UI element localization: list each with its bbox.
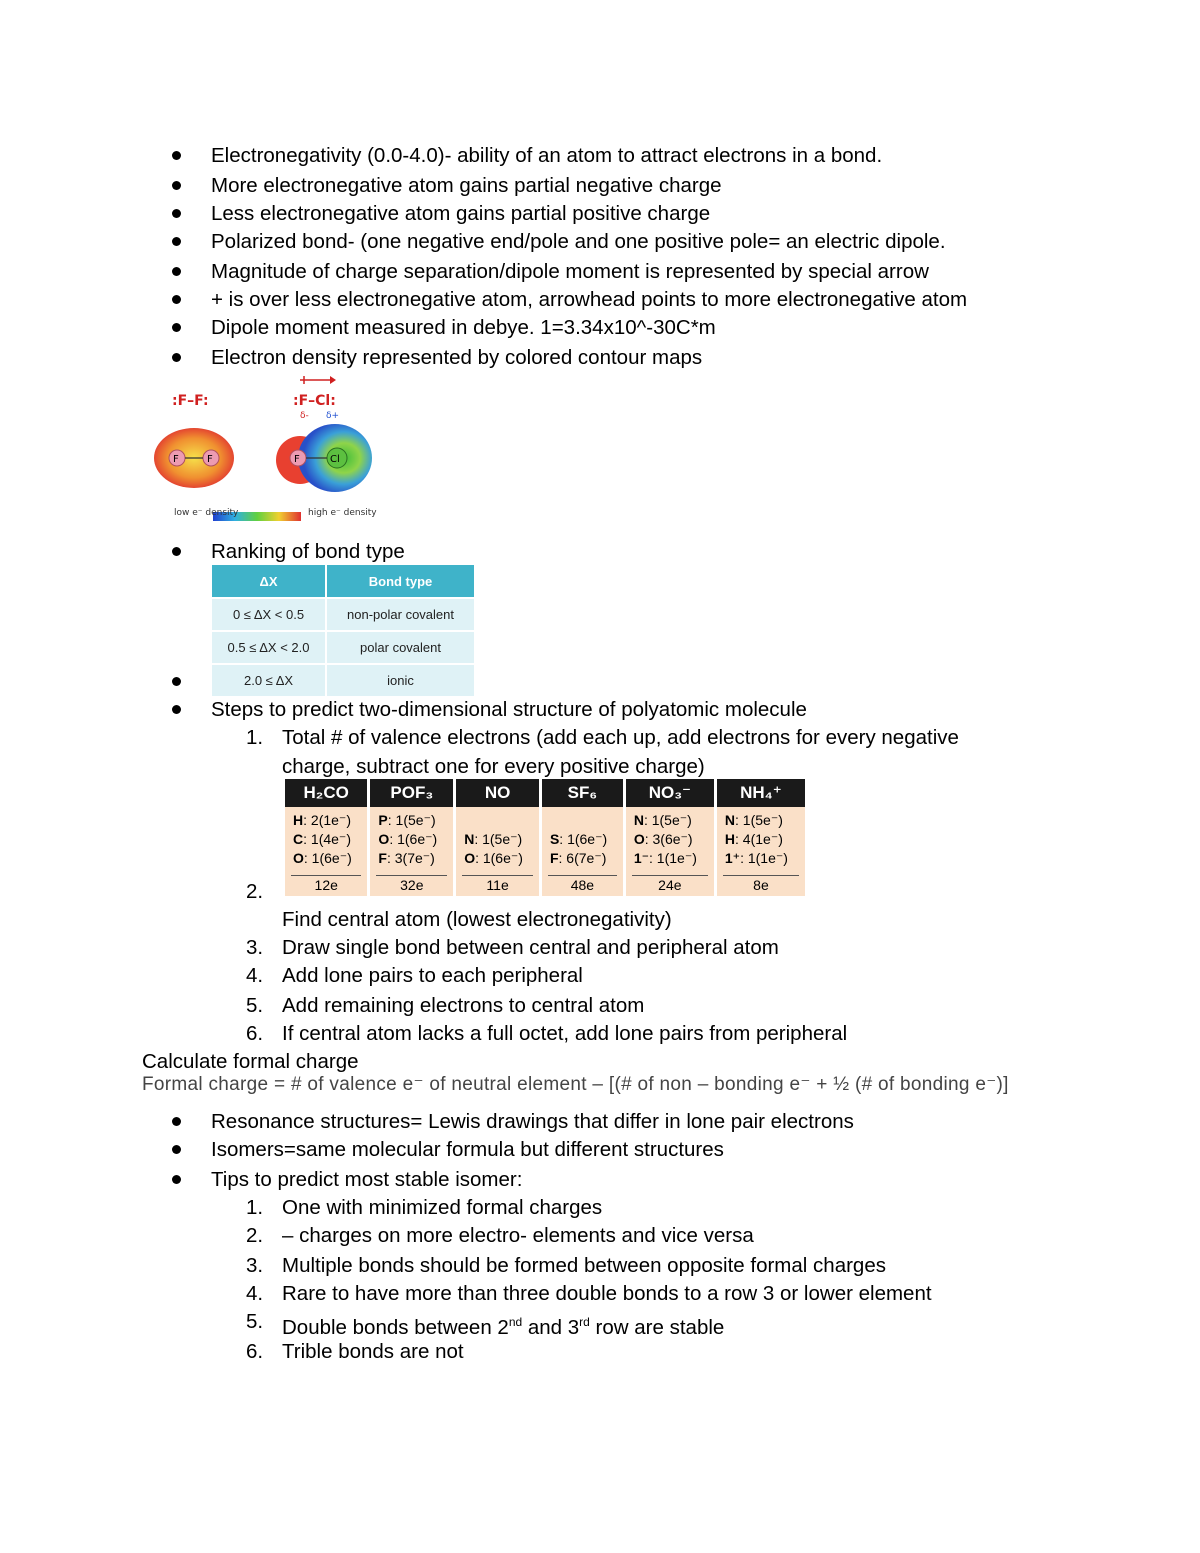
table-row-totals	[285, 871, 807, 896]
element-symbol: P	[378, 812, 388, 828]
step-number: 3.	[246, 936, 264, 959]
table-row	[212, 631, 475, 664]
element-symbol: 1⁻	[633, 850, 650, 866]
table-cell: 0 ≤ ΔX < 0.5	[212, 598, 326, 631]
element-count: : 1(5e⁻)	[735, 812, 783, 828]
atom-label-f: F	[173, 454, 179, 465]
table-header-row	[285, 779, 807, 807]
element-symbol: H	[293, 812, 304, 828]
valence-electron-table	[285, 779, 808, 896]
delta-negative: δ-	[300, 411, 309, 421]
step-5-text: Add remaining electrons to central atom	[282, 994, 645, 1017]
atom-label-f: F	[294, 454, 300, 465]
header-no3: NO₃⁻	[624, 779, 715, 807]
bullet-text: Tips to predict most stable isomer:	[211, 1168, 523, 1191]
bullet-dot	[172, 181, 181, 190]
bullet-dot	[172, 1175, 181, 1184]
element-symbol: O	[633, 831, 645, 847]
bullet-dot	[172, 353, 181, 362]
bullet-text: Isomers=same molecular formula but different structures	[211, 1138, 724, 1161]
table-row	[212, 664, 475, 696]
ranking-label: Ranking of bond type	[211, 540, 405, 563]
tip-text: – charges on more electro- elements and vice versa	[282, 1224, 754, 1247]
element-count: : 1(6e⁻)	[303, 850, 352, 866]
element-symbol: N	[633, 812, 644, 828]
delta-positive: δ+	[326, 411, 340, 421]
bullet-text: Polarized bond- (one negative end/pole and one positive pole= an electric dipole.	[211, 230, 946, 253]
tip-number: 3.	[246, 1254, 264, 1277]
element-count: : 3(6e⁻)	[644, 831, 693, 847]
element-symbol: H	[724, 831, 736, 847]
total-cell: 12e	[285, 871, 369, 896]
low-density-label: low e⁻ density	[174, 508, 239, 518]
bullet-dot	[172, 547, 181, 556]
step-2-text: Find central atom (lowest electronegativity)	[282, 908, 672, 931]
element-count: : 1(5e⁻)	[387, 812, 436, 828]
header-bond-type: Bond type	[326, 565, 475, 598]
header-sf6: SF₆	[540, 779, 624, 807]
element-symbol: S	[549, 831, 560, 847]
step-6-text: If central atom lacks a full octet, add lone pairs from peripheral	[282, 1022, 848, 1045]
element-count: : 1(6e⁻)	[559, 831, 608, 847]
bond-type-table	[212, 565, 476, 696]
tip-text: Rare to have more than three double bonds to a row 3 or lower element	[282, 1282, 932, 1305]
element-symbol: N	[724, 812, 736, 828]
total-cell: 24e	[624, 871, 715, 896]
tip-number: 2.	[246, 1224, 264, 1247]
bullet-dot	[172, 323, 181, 332]
table-row	[285, 807, 807, 871]
bullet-text: + is over less electronegative atom, arrowhead points to more electronegative atom	[211, 288, 968, 311]
table-cell: polar covalent	[326, 631, 475, 664]
element-symbol: O	[378, 831, 390, 847]
element-count: : 3(7e⁻)	[386, 850, 435, 866]
atom-label-cl: Cl	[330, 454, 340, 465]
element-count: : 1(1e⁻)	[740, 850, 788, 866]
element-symbol: F	[549, 850, 559, 866]
step-4-text: Add lone pairs to each peripheral	[282, 964, 583, 987]
element-symbol: O	[464, 850, 476, 866]
bullet-text: Dipole moment measured in debye. 1=3.34x10^-30C*m	[211, 316, 716, 339]
table-header-row	[212, 565, 475, 598]
header-h2co: H₂CO	[285, 779, 369, 807]
element-count: : 6(7e⁻)	[558, 850, 607, 866]
table-cell: non-polar covalent	[326, 598, 475, 631]
step-1-text-cont: charge, subtract one for every positive charge)	[282, 755, 705, 778]
element-count: : 1(6e⁻)	[389, 831, 438, 847]
element-count: : 2(1e⁻)	[303, 812, 351, 828]
formal-charge-heading: Calculate formal charge	[142, 1050, 359, 1073]
tip-number: 4.	[246, 1282, 264, 1305]
tip-number: 6.	[246, 1340, 264, 1363]
tip-number: 1.	[246, 1196, 264, 1219]
tip-text: One with minimized formal charges	[282, 1196, 603, 1219]
step-number: 1.	[246, 726, 264, 749]
step-number: 6.	[246, 1022, 264, 1045]
bullet-text: More electronegative atom gains partial negative charge	[211, 174, 722, 197]
total-cell: 48e	[540, 871, 624, 896]
lewis-ff-label: :F–F:	[172, 393, 209, 409]
element-count: : 1(6e⁻)	[475, 850, 523, 866]
element-symbol: 1⁺	[724, 850, 741, 866]
element-symbol: O	[293, 850, 304, 866]
bullet-dot	[172, 1117, 181, 1126]
atom-label-f: F	[207, 454, 213, 465]
table-cell: ionic	[326, 664, 475, 696]
element-count: : 1(4e⁻)	[303, 831, 351, 847]
bullet-dot	[172, 705, 181, 714]
header-pof3: POF₃	[369, 779, 455, 807]
bullet-dot	[172, 209, 181, 218]
total-cell: 32e	[369, 871, 455, 896]
element-count: : 4(1e⁻)	[735, 831, 783, 847]
tip-text: Multiple bonds should be formed between opposite formal charges	[282, 1254, 886, 1277]
table-cell	[455, 807, 541, 871]
steps-label: Steps to predict two-dimensional structure of polyatomic molecule	[211, 698, 807, 721]
table-cell	[540, 807, 624, 871]
total-cell: 8e	[715, 871, 806, 896]
step-number: 4.	[246, 964, 264, 987]
table-cell: 0.5 ≤ ΔX < 2.0	[212, 631, 326, 664]
step-3-text: Draw single bond between central and peripheral atom	[282, 936, 779, 959]
header-nh4: NH₄⁺	[715, 779, 806, 807]
high-density-label: high e⁻ density	[308, 508, 377, 518]
tip-text: Double bonds between 2nd and 3rd row are stable	[282, 1315, 725, 1339]
arrowhead-icon	[330, 376, 336, 384]
bullet-text: Electron density represented by colored contour maps	[211, 346, 703, 369]
bullet-dot	[172, 1145, 181, 1154]
step-number: 2.	[246, 880, 264, 903]
table-cell	[285, 807, 369, 871]
bullet-text: Less electronegative atom gains partial positive charge	[211, 202, 711, 225]
bullet-text: Magnitude of charge separation/dipole moment is represented by special arrow	[211, 260, 929, 283]
step-number: 5.	[246, 994, 264, 1017]
element-count: : 1(5e⁻)	[643, 812, 692, 828]
bullet-dot	[172, 267, 181, 276]
lewis-fcl-label: :F–Cl:	[293, 393, 336, 409]
header-delta-x: ΔX	[212, 565, 326, 598]
table-cell	[369, 807, 455, 871]
bullet-text: Resonance structures= Lewis drawings that differ in lone pair electrons	[211, 1110, 854, 1133]
bullet-dot-empty	[172, 677, 181, 686]
step-1-text: Total # of valence electrons (add each up, add electrons for every negative	[282, 726, 959, 749]
header-no: NO	[455, 779, 541, 807]
table-cell	[715, 807, 806, 871]
tip-text: Trible bonds are not	[282, 1340, 464, 1363]
element-symbol: C	[293, 831, 304, 847]
bullet-dot	[172, 151, 181, 160]
electron-density-figure	[150, 372, 390, 534]
element-count: : 1(1e⁻)	[649, 850, 697, 866]
table-cell	[624, 807, 715, 871]
formal-charge-formula: Formal charge = # of valence e⁻ of neutral element – [(# of non – bonding e⁻ + ½ (# of bonding e⁻)]	[142, 1074, 1009, 1095]
element-count: : 1(5e⁻)	[474, 831, 523, 847]
element-symbol: N	[464, 831, 475, 847]
total-cell: 11e	[455, 871, 541, 896]
bullet-text: Electronegativity (0.0-4.0)- ability of an atom to attract electrons in a bond.	[211, 144, 883, 167]
bullet-dot	[172, 237, 181, 246]
bullet-dot	[172, 295, 181, 304]
table-cell: 2.0 ≤ ΔX	[212, 664, 326, 696]
table-row	[212, 598, 475, 631]
tip-number: 5.	[246, 1310, 264, 1333]
element-symbol: F	[378, 850, 387, 866]
